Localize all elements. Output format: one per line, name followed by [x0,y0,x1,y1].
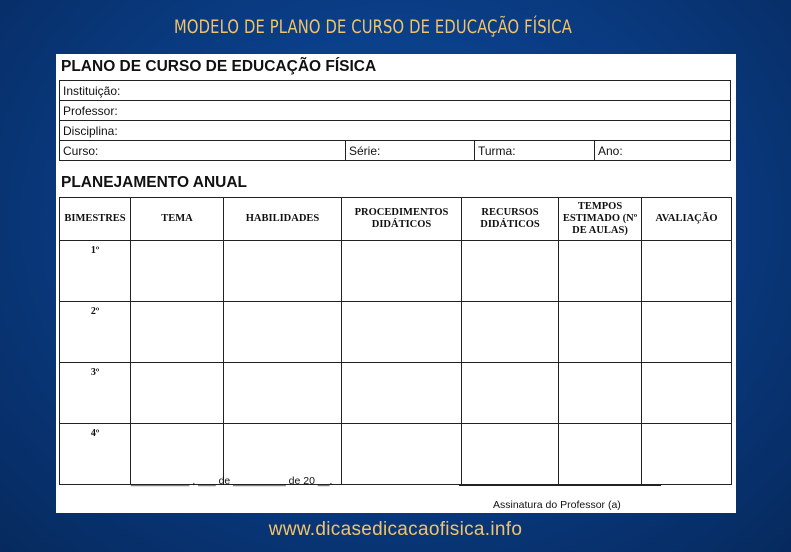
col-header-bimestres: BIMESTRES [60,198,131,241]
sheet-title: PLANO DE CURSO DE EDUCAÇÃO FÍSICA [61,58,377,75]
col-header-avaliacao: AVALIAÇÃO [642,198,732,241]
table-cell[interactable] [224,302,342,363]
table-cell[interactable] [131,241,224,302]
row-label-bimestre: 4º [60,424,131,485]
field-turma[interactable]: Turma: [475,141,595,161]
table-row [60,241,732,302]
field-ano[interactable]: Ano: [595,141,731,161]
table-cell[interactable] [131,302,224,363]
table-cell[interactable] [559,363,642,424]
table-cell[interactable] [559,241,642,302]
field-serie[interactable]: Série: [346,141,475,161]
table-cell[interactable] [559,302,642,363]
info-row-curso [60,141,731,161]
col-header-recursos: RECURSOS DIDÁTICOS [462,198,559,241]
table-cell[interactable] [342,302,462,363]
table-cell[interactable] [642,424,732,485]
info-row-instituicao [60,81,731,101]
table-cell[interactable] [642,302,732,363]
col-header-procedimentos: PROCEDIMENTOS DIDÁTICOS [342,198,462,241]
section-title-planejamento: PLANEJAMENTO ANUAL [61,174,248,191]
table-cell[interactable] [342,241,462,302]
table-cell[interactable] [642,241,732,302]
signature-line [459,485,661,486]
annual-plan-table [59,197,732,485]
row-label-bimestre: 2º [60,302,131,363]
table-cell[interactable] [462,302,559,363]
table-row [60,363,732,424]
field-professor[interactable]: Professor: [60,101,731,121]
footer-url: www.dicasedicacaofisica.info [268,519,523,540]
table-cell[interactable] [462,241,559,302]
info-table [59,80,731,161]
col-header-habilidades: HABILIDADES [224,198,342,241]
table-cell[interactable] [342,424,462,485]
table-cell[interactable] [462,363,559,424]
col-header-tempos: TEMPOS ESTIMADO (Nº DE AULAS) [559,198,642,241]
table-cell[interactable] [224,241,342,302]
table-cell[interactable] [342,363,462,424]
row-label-bimestre: 1º [60,241,131,302]
table-cell[interactable] [559,424,642,485]
info-row-disciplina [60,121,731,141]
signature-label: Assinatura do Professor (a) [493,499,621,511]
col-header-tema: TEMA [131,198,224,241]
table-cell[interactable] [642,363,732,424]
info-row-professor [60,101,731,121]
table-cell[interactable] [131,363,224,424]
field-curso[interactable]: Curso: [60,141,346,161]
table-row [60,302,732,363]
table-header-row [60,198,732,241]
row-label-bimestre: 3º [60,363,131,424]
field-instituicao[interactable]: Instituição: [60,81,731,101]
banner-title: MODELO DE PLANO DE CURSO DE EDUCAÇÃO FÍSICA [174,16,572,38]
course-plan-sheet [56,54,736,513]
field-disciplina[interactable]: Disciplina: [60,121,731,141]
table-cell[interactable] [224,363,342,424]
date-line: __________ , ___ de _________ de 20 __. [131,475,333,487]
table-cell[interactable] [462,424,559,485]
